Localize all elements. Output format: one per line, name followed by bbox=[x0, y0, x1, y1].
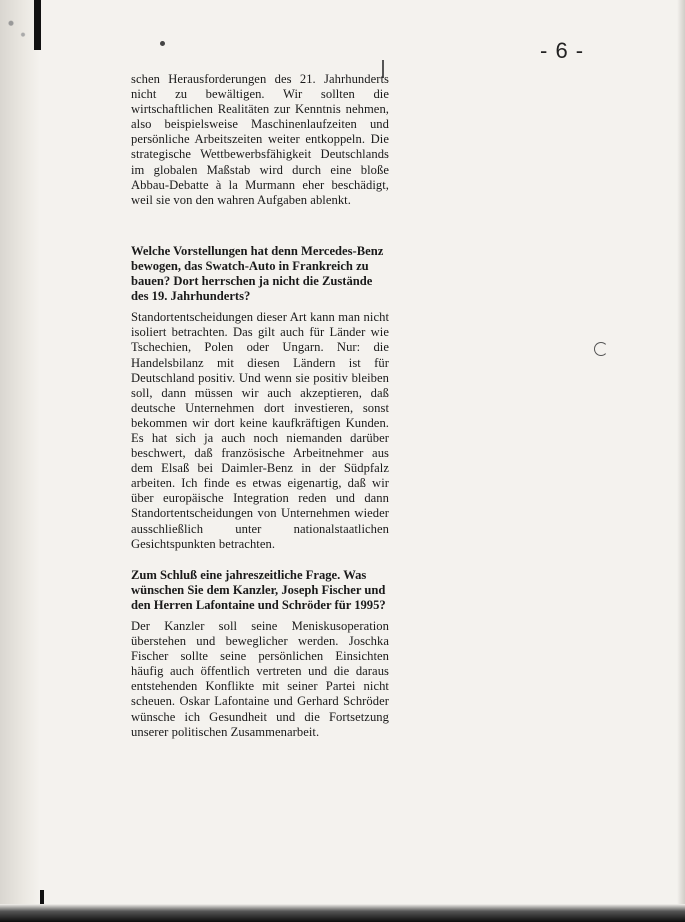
article-column bbox=[131, 72, 389, 740]
answer-2: Der Kanzler soll seine Meniskusoperation überstehen und beweglicher werden. Joschka Fischer sollte seine persönlichen Einsichten häufig auch öffentlich vertreten und die daraus entstehenden Konflikte mit seiner Partei nicht scheuen. Oskar Lafontaine und Gerhard Schröder wünsche ich Gesundheit und die Fortsetzung unserer politischen Zusammenarbeit. bbox=[131, 619, 389, 739]
answer-1: Standortentscheidungen dieser Art kann man nicht isoliert betrachten. Das gilt auch für Länder wie Tschechien, Polen oder Ungarn. Nur: die Handelsbilanz mit diesen Ländern ist für Deutschland positiv. Und wenn sie positiv bleiben soll, dann müssen wir auch akzeptieren, daß deutsche Unternehmen dort investieren, sonst bekommen wir dort keine kaufkräftigen Kunden. Es hat sich ja auch noch niemanden darüber beschwert, daß französische Arbeitnehmer aus dem Elsaß bei Daimler-Benz in der Südpfalz arbeiten. Ich finde es etwas eigenartig, daß wir über europäische Integration reden und dann Standortentscheidungen von Unternehmen wieder ausschließlich unter nationalstaatlichen Gesichtspunkten betrachten. bbox=[131, 310, 389, 551]
intro-paragraph: schen Herausforderungen des 21. Jahrhunderts nicht zu bewältigen. Wir sollten die wirtschaftlichen Realitäten zur Kenntnis nehmen, also beispielsweise Maschinenlaufzeiten und persönliche Arbeitszeiten weiter entkoppeln. Die strategische Wettbewerbsfähigkeit Deutschlands im globalen Maßstab wird durch eine bloße Abbau-Debatte à la Murmann eher beschädigt, weil sie von den wahren Aufgaben ablenkt. bbox=[131, 72, 389, 207]
page-number: - 6 - bbox=[540, 38, 585, 63]
scan-left-edge bbox=[0, 0, 40, 922]
scan-left-edge-mark bbox=[34, 0, 41, 50]
question-1: Welche Vorstellungen hat denn Mercedes-Benz bewogen, das Swatch-Auto in Frankreich zu bauen? Dort herrschen ja nicht die Zustände des 19. Jahrhunderts? bbox=[131, 243, 384, 304]
punch-hole-mark bbox=[594, 342, 608, 356]
scan-bottom-edge bbox=[0, 904, 685, 922]
scan-right-edge bbox=[677, 0, 685, 922]
question-2: Zum Schluß eine jahreszeitliche Frage. Was wünschen Sie dem Kanzler, Joseph Fischer und den Herren Lafontaine und Schröder für 1995? bbox=[131, 567, 386, 612]
scan-corner-noise bbox=[2, 8, 32, 46]
scan-speck bbox=[160, 41, 165, 46]
